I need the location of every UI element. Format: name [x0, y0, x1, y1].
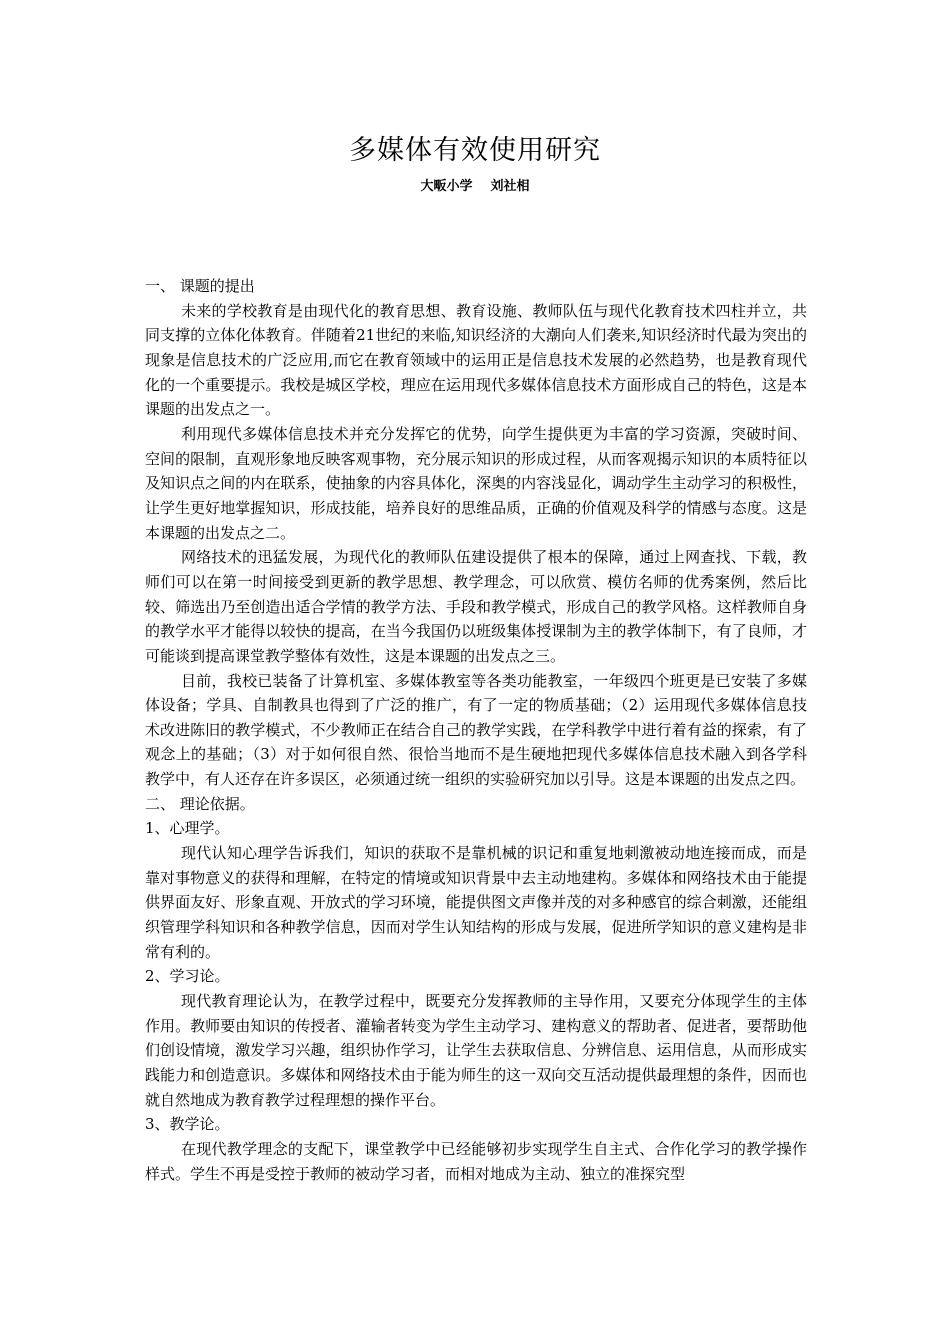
subheading-psychology: 1、心理学。	[145, 819, 230, 838]
paragraph-starting-point-1: 未来的学校教育是由现代化的教育思想、教育设施、教师队伍与现代化教育技术四柱并立，共同支撑的立体化体教育。伴随着21世纪的来临,知识经济的大潮向人们袭来,知识经济时代最为突出的现象是信息技术的广泛应用,而它在教育领域中的运用正是信息技术发展的必然趋势，也是教育现代化的一个重要提示。我校是城区学校，理应在运用现代多媒体信息技术方面形成自己的特色，这是本课题的出发点之一。	[145, 301, 807, 419]
paragraph-teaching-theory: 在现代教学理念的支配下，课堂教学中已经能够初步实现学生自主式、合作化学习的教学操作样式。学生不再是受控于教师的被动学习者，而相对地成为主动、独立的准探究型	[145, 1139, 807, 1183]
section-heading-topic-proposal: 一、 课题的提出	[145, 277, 255, 295]
subheading-teaching-theory: 3、教学论。	[145, 1115, 230, 1134]
section-heading-theoretical-basis: 二、 理论依据。	[145, 794, 255, 813]
paragraph-psychology: 现代认知心理学告诉我们，知识的获取不是靠机械的识记和重复地刺激被动地连接而成，而是靠对事物意义的获得和理解，在特定的情境或知识背景中去主动地建构。多媒体和网络技术由于能提供界面友好、形象直观、开放式的学习环境，能提供图文声像并茂的对多种感官的综合刺激，还能组织管理学科知识和各种教学信息，因而对学生认知结构的形成与发展，促进所学知识的意义建构是非常有利的。	[145, 844, 807, 961]
paragraph-learning-theory: 现代教育理论认为，在教学过程中，既要充分发挥教师的主导作用，又要充分体现学生的主体作用。教师要由知识的传授者、灌输者转变为学生主动学习、建构意义的帮助者、促进者，要帮助他们创设情境，激发学习兴趣，组织协作学习，让学生去获取信息、分辨信息、运用信息，从而形成实践能力和创造意识。多媒体和网络技术由于能为师生的这一双向交互活动提供最理想的条件，因而也就自然地成为教育教学过程理想的操作平台。	[145, 992, 807, 1109]
document-author: 大畈小学 刘社相	[420, 179, 530, 194]
paragraph-starting-point-3: 网络技术的迅猛发展，为现代化的教师队伍建设提供了根本的保障，通过上网查找、下载，教师们可以在第一时间接受到更新的教学思想、教学理念，可以欣赏、模仿名师的优秀案例，然后比较、筛选出乃至创造出适合学情的教学方法、手段和教学模式，形成自己的教学风格。这样教师自身的教学水平才能得以较快的提高，在当今我国仍以班级集体授课制为主的教学体制下，有了良师，才可能谈到提高课堂教学整体有效性，这是本课题的出发点之三。	[145, 548, 807, 665]
document-title: 多媒体有效使用研究	[349, 135, 601, 166]
document-body	[145, 274, 807, 1186]
paragraph-starting-point-2: 利用现代多媒体信息技术并充分发挥它的优势，向学生提供更为丰富的学习资源，突破时间、空间的限制，直观形象地反映客观事物，充分展示知识的形成过程，从而客观揭示知识的本质特征以及知识点之间的内在联系，使抽象的内容具体化，深奥的内容浅显化，调动学生主动学习的积极性，让学生更好地掌握知识，形成技能，培养良好的思维品质，正确的价值观及科学的情感与态度。这是本课题的出发点之二。	[145, 424, 807, 542]
paragraph-starting-point-4: 目前，我校已装备了计算机室、多媒体教室等各类功能教室，一年级四个班更是已安装了多媒体设备；学具、自制教具也得到了广泛的推广，有了一定的物质基础；（2）运用现代多媒体信息技术改进陈旧的教学模式，不少教师正在结合自己的教学实践，在学科教学中进行着有益的探索，有了观念上的基础；（3）对于如何很自然、很恰当地而不是生硬地把现代多媒体信息技术融入到各学科教学中，有人还存在许多误区，必须通过统一组织的实验研究加以引导。这是本课题的出发点之四。	[145, 671, 807, 789]
subheading-learning-theory: 2、学习论。	[145, 967, 230, 986]
